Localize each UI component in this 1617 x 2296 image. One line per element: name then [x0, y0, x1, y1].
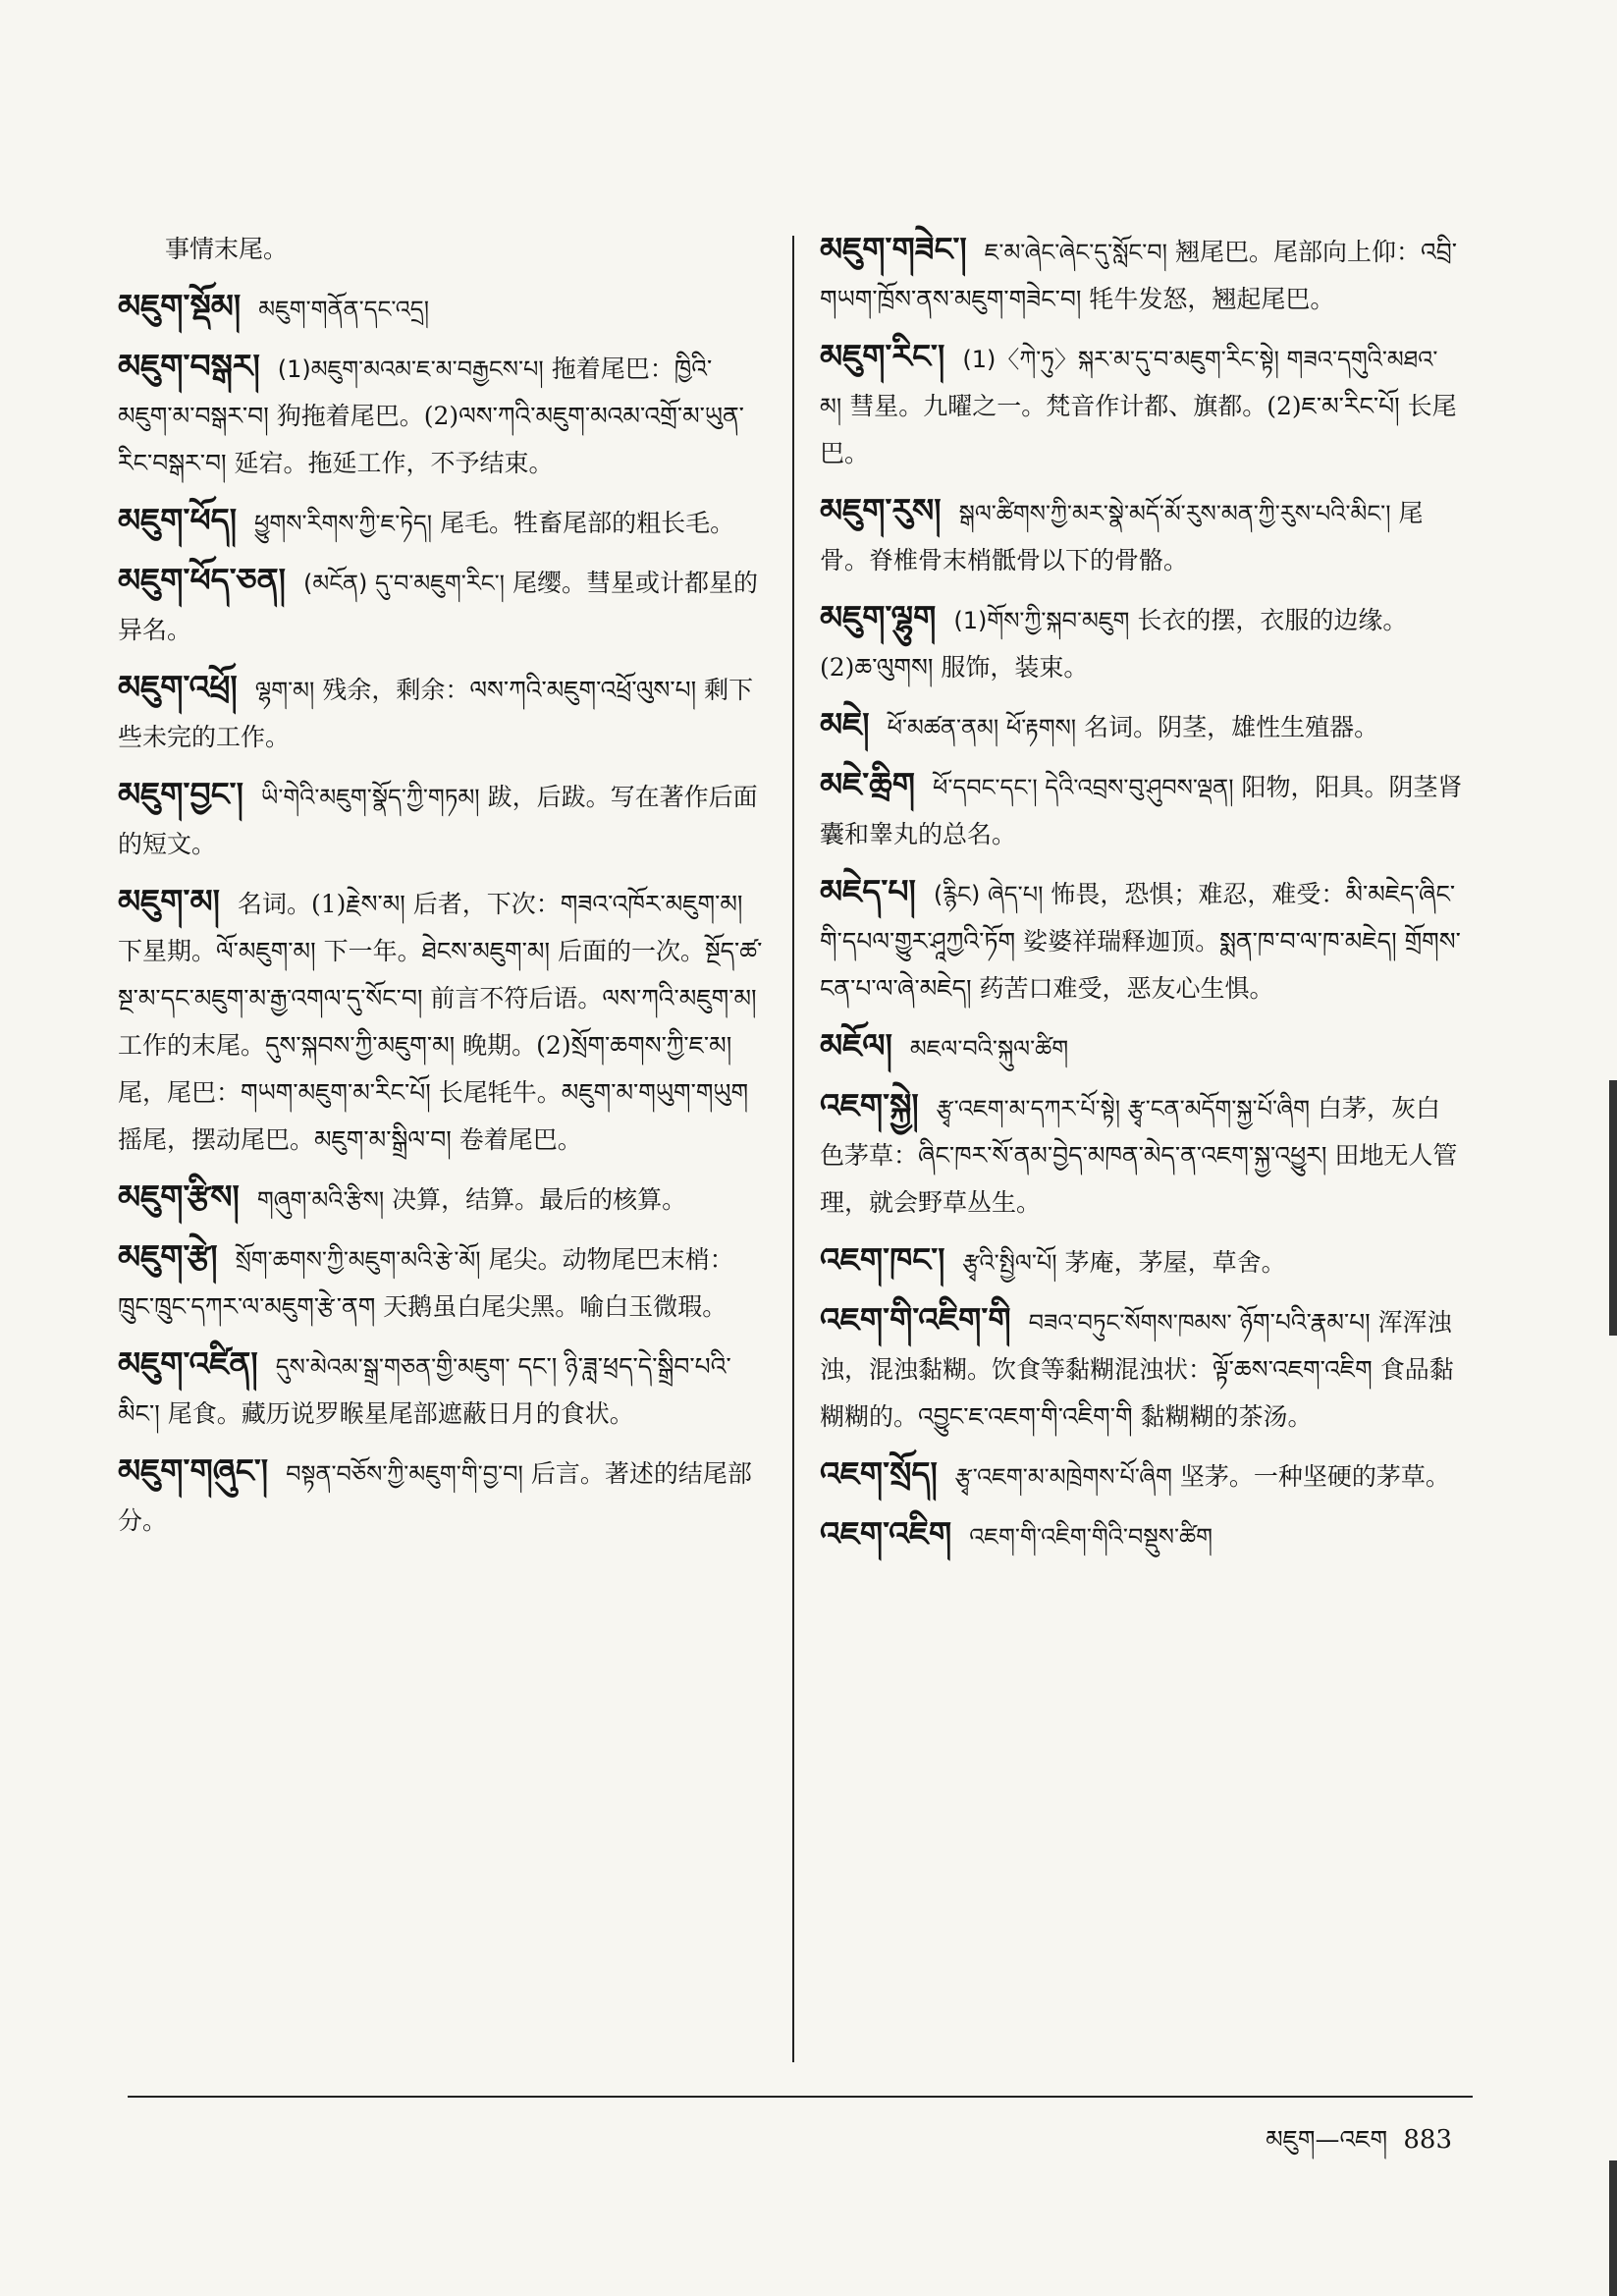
headword: མཇེ། [820, 705, 870, 743]
dictionary-entry [820, 487, 1463, 584]
headword: མཇུག་འཛིན། [118, 1344, 258, 1383]
headword: མཇུག་གཞུང་། [118, 1451, 269, 1490]
headword: མཇུག་སྡོམ། [118, 287, 242, 325]
headword: མཇེ་ཆྲིག [820, 765, 915, 803]
dictionary-entry [118, 497, 766, 547]
headword: མཇུག་མ། [118, 882, 220, 920]
dictionary-entry [820, 226, 1463, 323]
dictionary-entry [820, 1022, 1463, 1072]
headword: མཇུག་རྩེ། [118, 1237, 218, 1276]
footer-rule [128, 2096, 1473, 2098]
headword: མཇུག་གཟེང་། [820, 230, 967, 268]
dictionary-entry [820, 1450, 1463, 1501]
tibetan-definition: མཇལ་བའི་སྐུལ་ཚིག [909, 1035, 1069, 1063]
dictionary-entry [118, 1174, 766, 1224]
dictionary-entry [118, 557, 766, 654]
dictionary-entry [820, 594, 1463, 691]
tibetan-definition: བཟའ་བཏུང་སོགས་ཁམས་ [1028, 1309, 1232, 1337]
tibetan-definition: (1)གོས་ཀྱི་སྐབ་མཇུག [953, 607, 1130, 634]
chinese-definition: དང་། ཉི་ཟླ་ཕྲད་དེ་སྒྲིབ་པའི་མིང་། 尾食。藏历说罗睺星尾部遮蔽日月的食状。 [118, 1352, 731, 1428]
tibetan-definition: (1)〈ཀེ་ཏུ〉སྐར་མ་དུ་བ་མཇུག་རིང་སྟེ། གཟའ་དགུའི་མཐའ་མ། [820, 346, 1438, 420]
headword: མཇུག་རྩིས། [118, 1177, 240, 1216]
tibetan-definition: རྩྭའི་སྤྱིལ་པོ། [962, 1249, 1057, 1277]
chinese-definition: 尾毛。牲畜尾部的粗长毛。 [440, 509, 735, 537]
headword: མཇུག་ཕོད། [118, 501, 238, 539]
headword: མཇུག་བྱང་། [118, 775, 243, 813]
headword: མཇེད་པ། [820, 872, 916, 910]
tibetan-definition: (མངོན) དུ་བ་མཇུག་རིང་། [302, 570, 505, 597]
dictionary-entry [820, 333, 1463, 477]
dictionary-entry [820, 1296, 1463, 1441]
dictionary-entry [118, 226, 766, 273]
dictionary-entry [820, 1236, 1463, 1286]
dictionary-entry [820, 701, 1463, 751]
dictionary-entry [118, 1448, 766, 1545]
dictionary-entry [820, 1510, 1463, 1560]
tibetan-definition: གཞུག་མའི་རྩིས། [256, 1186, 385, 1214]
right-column [820, 226, 1463, 1570]
headword: འཇག་ཁང་། [820, 1240, 945, 1279]
tibetan-definition: ལྷག་མ། [254, 677, 315, 704]
dictionary-entry [118, 878, 766, 1164]
dictionary-entry [118, 1340, 766, 1438]
left-column [118, 226, 766, 1555]
tibetan-definition: རྩྭ་འཇག་མ་མཁྲེགས་པོ་ཞིག [954, 1463, 1172, 1491]
headword: མཇུག་འཕྲོ། [118, 668, 238, 706]
headword: འཇག་སྐྱེ། [820, 1086, 919, 1124]
headword: མཇོལ། [820, 1026, 892, 1065]
tibetan-definition: (རྙིང) ཞེད་པ། [933, 881, 1044, 908]
chinese-definition: 尾骨。脊椎骨末梢骶骨以下的骨骼。 [820, 499, 1424, 574]
chinese-definition: 阳物，阳具。阴茎肾囊和睾丸的总名。 [820, 773, 1463, 848]
chinese-definition: 翘尾巴。尾部向上仰：འབྲི་གཡག་ཁྲོས་ནས་མཇུག་གཟེང་བ། 牦牛发怒，翘起尾巴。 [820, 238, 1458, 313]
headword: མཇུག་ཕོད་ཅན། [118, 561, 286, 599]
headword: མཇུག་བསྒར། [118, 347, 260, 385]
tibetan-definition: དུས་མེའམ་སྒྲ་གཅན་གྱི་མཇུག་ [275, 1353, 511, 1381]
dictionary-entry [118, 343, 766, 487]
dictionary-entry [118, 283, 766, 333]
headword: མཇུག་རིང་། [820, 337, 945, 375]
dictionary-entry [820, 868, 1463, 1012]
chinese-definition: 坚茅。一种坚硬的茅草。 [1179, 1462, 1450, 1491]
chinese-definition: 茅庵，茅屋，草舍。 [1064, 1248, 1286, 1277]
chinese-definition: 白茅，灰白色茅草：ཞིང་ཁར་སོ་ནམ་བྱེད་མཁན་མེད་ན་འཇག་སྐྱ་འཕྱུར། 田地无人管理，就会野草丛生。 [820, 1094, 1458, 1217]
tibetan-definition: ཕོ་མཚན་ནམ། ཕོ་རྟགས། [887, 714, 1077, 741]
tibetan-definition: བསྟན་བཅོས་ཀྱི་མཇུག་གི་བྱ་བ། [286, 1460, 523, 1488]
running-head: མཇུག—འཇག [1266, 2125, 1388, 2154]
headword: འཇག་གི་འཇིག་གི [820, 1300, 1011, 1339]
tibetan-definition: ཡི་གེའི་མཇུག་སྣོད་ཀྱི་གཏམ། [260, 784, 480, 811]
chinese-definition: 怖畏，恐惧；难忍，难受：མི་མཇེད་ཞིང་གི་དཔལ་གྱུར་ཤཱཀྱའི་ཏོག 娑婆祥瑞释迦顶。སྨན་ཁ་བ་ལ་ཁ་མཇེད། གྲོགས་ངན་པ་ལ་ཞེ་མཇེད། 药苦口难受，恶友心生惧。 [820, 880, 1461, 1003]
column-divider [792, 236, 794, 2062]
chinese-definition: 跋，后跋。写在著作后面的短文。 [118, 783, 758, 858]
chinese-definition: 尾尖。动物尾巴末梢：ཁྲུང་ཁྲུང་དཀར་ལ་མཇུག་རྩེ་ནག 天鹅虽白尾尖黑。喻白玉微瑕。 [118, 1245, 734, 1321]
page-number: 883 [1403, 2125, 1452, 2155]
dictionary-entry [820, 1082, 1463, 1227]
headword: འཇག་འཇིག [820, 1514, 952, 1553]
page-edge-shadow [1609, 2160, 1617, 2296]
chinese-definition: 后言。著述的结尾部分。 [118, 1459, 752, 1535]
chinese-definition: 尾缨。彗星或计都星的异名。 [118, 569, 759, 644]
chinese-definition: 决算，结算。最后的核算。 [392, 1185, 687, 1214]
chinese-definition: ཉོག་པའི་རྣམ་པ། 浑浑浊浊，混浊黏糊。饮食等黏糊混浊状：ལྟོ་ཆས་འཇག་འཇིག 食品黏糊糊的。འབྱུང་ཇ་འཇག་གི་འཇིག་གི 黏糊糊的茶汤。 [820, 1308, 1454, 1431]
dictionary-entry [118, 664, 766, 761]
chinese-definition: 名词。(1)རྗེས་མ། 后者，下次：གཟའ་འཁོར་མཇུག་མ། 下星期。ལོ་མཇུག་མ། 下一年。ཐེངས་མཇུག་མ། 后面的一次。སྔོད་ཚ་སྔ་མ་དང་མཇུག་མ་རྒྱ་འགལ་དུ་སོང་བ། 前言不符后语。ལས་ཀའི་མཇུག་མ། 工作的末尾。དུས་སྐབས་ཀྱི་མཇུག་མ། 晚期。(2)སྲོག་ཆགས་ཀྱི་ཇ་མ། 尾，尾巴：གཡག་མཇུག་མ་རིང་པོ། 长尾牦牛。མཇུག་མ་གཡུག་གཡུག 摇尾，摆动尾巴。མཇུག་མ་སྒྲིལ་བ། 卷着尾巴。 [118, 890, 763, 1154]
chinese-definition: 名词。阴茎，雄性生殖器。 [1084, 713, 1379, 741]
dictionary-entry [118, 1233, 766, 1331]
headword: མཇུག་རུས། [820, 491, 942, 529]
chinese-definition: 事情末尾。 [165, 235, 289, 263]
dictionary-entry [118, 771, 766, 868]
headword: མཇུག་ལྷུག [820, 598, 937, 636]
dictionary-entry [820, 761, 1463, 858]
headword: འཇག་སྲོད། [820, 1454, 938, 1493]
tibetan-definition: ཇ་མ་ཞེང་ཞེང་དུ་སློང་བ། [984, 239, 1168, 266]
tibetan-definition: (1)མཇུག་མའམ་ཇ་མ་བརྒྱངས་པ། [277, 355, 544, 383]
page-edge-shadow [1609, 1080, 1617, 1336]
page-footer [1266, 2111, 1452, 2181]
chinese-definition: 残余，剩余：ལས་ཀའི་མཇུག་འཕྲོ་ལུས་པ། 剩下些未完的工作。 [118, 676, 754, 751]
tibetan-definition: འཇག་གི་འཇིག་གིའི་བསྡུས་ཚིག [969, 1523, 1213, 1551]
tibetan-definition: ཕོ་དབང་དང་། དེའི་འབྲས་བུ་ཤུབས་ལྡན། [932, 774, 1234, 801]
chinese-definition: 长衣的摆，衣服的边缘。(2)ཆ་ལུགས། 服饰，装束。 [820, 606, 1408, 682]
chinese-definition: 拖着尾巴：ཁྱིའི་མཇུག་མ་བསྒར་བ། 狗拖着尾巴。(2)ལས་ཀའི་མཇུག་མའམ་འགྲོ་མ་ཡུན་རིང་བསྒར་བ། 延宕。拖延工作，不予结束。 [118, 355, 744, 477]
tibetan-definition: རྩྭ་འཇག་མ་དཀར་པོ་སྟེ། རྩྭ་ངན་མདོག་སྐྱ་པོ་ཞིག [936, 1095, 1311, 1122]
tibetan-definition: སྲོག་ཆགས་ཀྱི་མཇུག་མའི་རྩེ་མོ། [235, 1246, 481, 1274]
tibetan-definition: མཇུག་གནོན་དང་འདྲ། [258, 296, 430, 323]
chinese-definition: 彗星。九曜之一。梵音作计都、旗都。(2)ཇ་མ་རིང་པོ། 长尾巴。 [820, 392, 1457, 467]
tibetan-definition: སྒལ་ཚིགས་ཀྱི་མར་སྣེ་མདོ་མོ་རུས་མན་ཀྱི་རུས་པའི་མིང་། [958, 500, 1391, 527]
tibetan-definition: ཕྱུགས་རིགས་ཀྱི་ཇ་ཏེད། [254, 510, 433, 537]
